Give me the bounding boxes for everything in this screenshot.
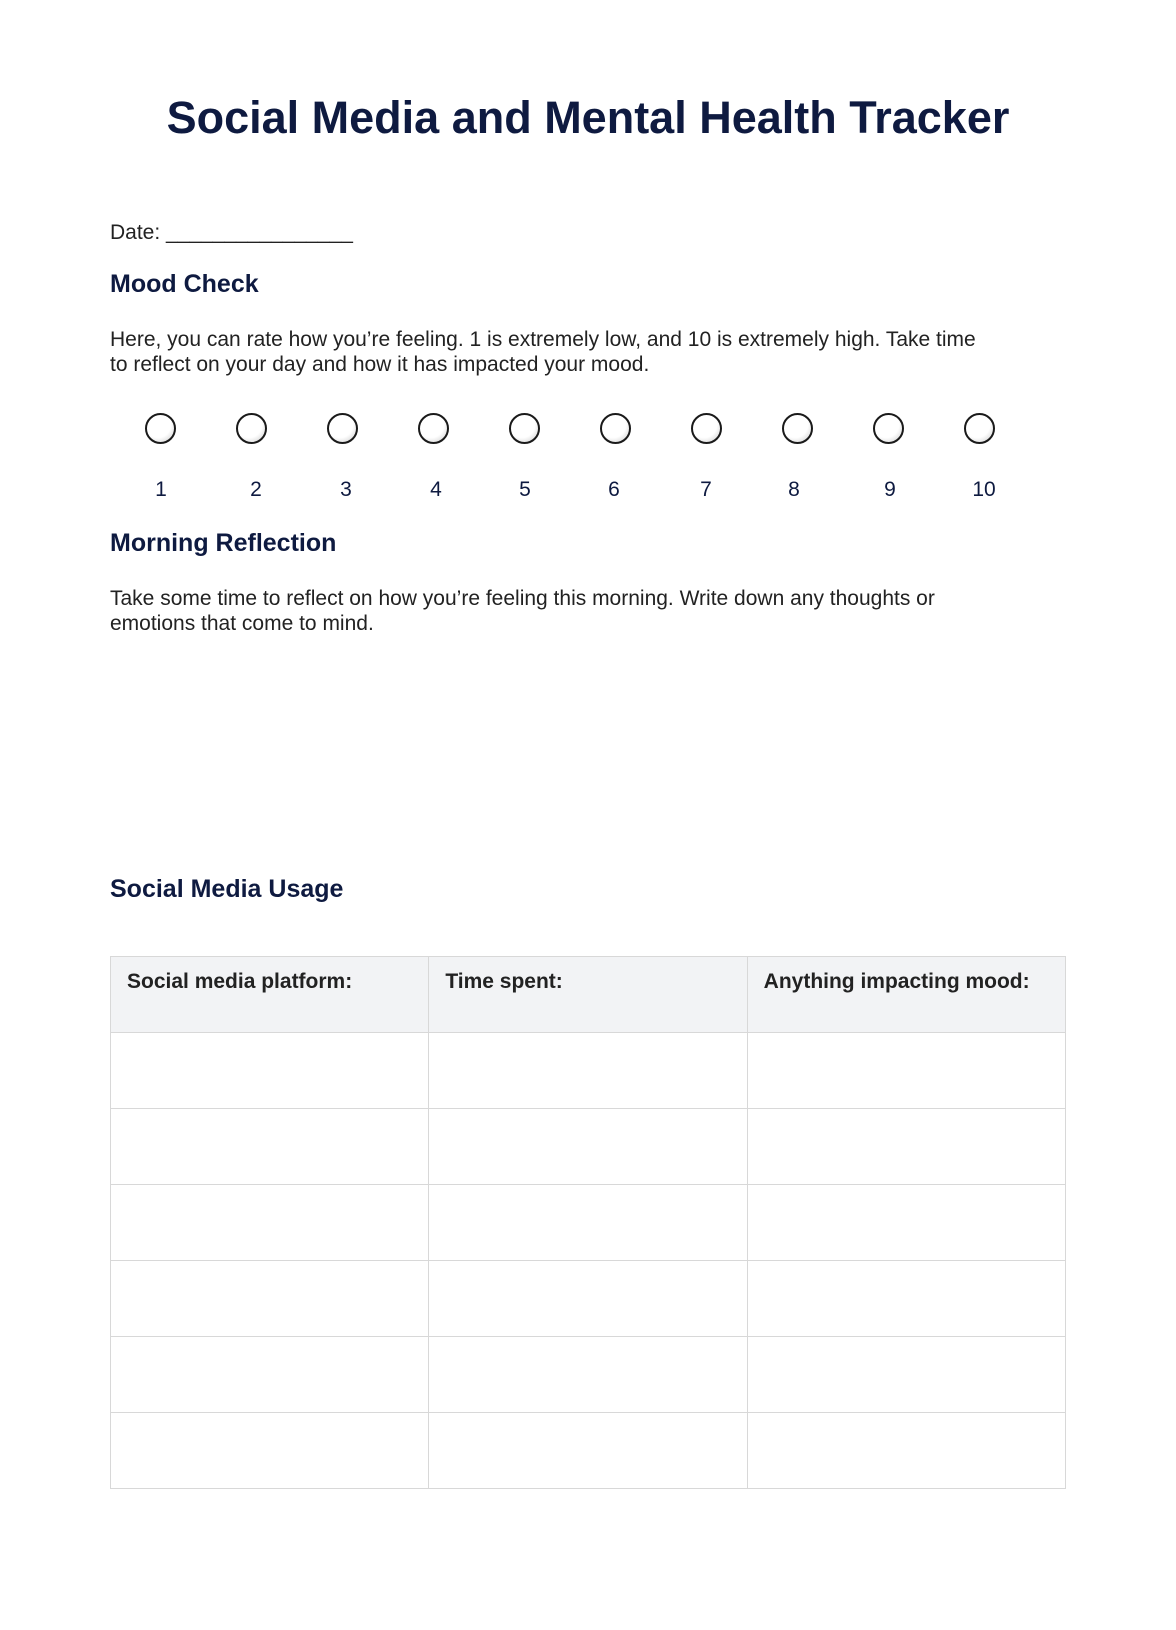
mood-check-instructions-line-1: Here, you can rate how you’re feeling. 1 is extremely low, and 10 is extremely high. Take time (110, 328, 976, 351)
mood-check-instructions (110, 327, 1070, 377)
time-spent-cell[interactable] (429, 1185, 747, 1261)
time-spent-cell[interactable] (429, 1413, 747, 1489)
mood-radio-1[interactable] (145, 413, 176, 444)
mood-radio-2[interactable] (236, 413, 267, 444)
morning-reflection-instructions (110, 586, 1070, 636)
table-row (111, 1109, 1066, 1185)
time-spent-cell[interactable] (429, 1261, 747, 1337)
mood-label-6: 6 (608, 478, 620, 501)
mood-label-5: 5 (519, 478, 531, 501)
mood-impact-cell[interactable] (747, 1261, 1065, 1337)
mood-impact-cell[interactable] (747, 1109, 1065, 1185)
mood-radio-10[interactable] (964, 413, 995, 444)
platform-cell[interactable] (111, 1033, 429, 1109)
mood-radio-8[interactable] (782, 413, 813, 444)
platform-cell[interactable] (111, 1109, 429, 1185)
column-header-platform: Social media platform: (111, 957, 429, 1033)
page-title: Social Media and Mental Health Tracker (166, 92, 1010, 143)
mood-radio-9[interactable] (873, 413, 904, 444)
mood-radio-5[interactable] (509, 413, 540, 444)
mood-label-10: 10 (972, 478, 996, 501)
mood-radio-3[interactable] (327, 413, 358, 444)
mood-radio-6[interactable] (600, 413, 631, 444)
mood-label-1: 1 (155, 478, 167, 501)
platform-cell[interactable] (111, 1337, 429, 1413)
social-media-usage-table (110, 956, 1066, 1489)
mood-impact-cell[interactable] (747, 1337, 1065, 1413)
time-spent-cell[interactable] (429, 1337, 747, 1413)
morning-reflection-instructions-line-1: Take some time to reflect on how you’re feeling this morning. Write down any thoughts or (110, 587, 935, 610)
platform-cell[interactable] (111, 1185, 429, 1261)
platform-cell[interactable] (111, 1261, 429, 1337)
morning-reflection-writing-area[interactable] (110, 650, 1066, 850)
time-spent-cell[interactable] (429, 1109, 747, 1185)
time-spent-cell[interactable] (429, 1033, 747, 1109)
mood-impact-cell[interactable] (747, 1185, 1065, 1261)
mood-impact-cell[interactable] (747, 1033, 1065, 1109)
mood-impact-cell[interactable] (747, 1413, 1065, 1489)
mood-radio-7[interactable] (691, 413, 722, 444)
mood-label-9: 9 (884, 478, 896, 501)
table-header-row (111, 957, 1066, 1033)
mood-check-instructions-line-2: to reflect on your day and how it has impacted your mood. (110, 353, 650, 376)
social-media-usage-heading: Social Media Usage (110, 875, 344, 903)
mood-radio-4[interactable] (418, 413, 449, 444)
table-row (111, 1337, 1066, 1413)
morning-reflection-heading: Morning Reflection (110, 529, 337, 557)
mood-label-4: 4 (430, 478, 442, 501)
morning-reflection-instructions-line-2: emotions that come to mind. (110, 612, 374, 635)
date-field[interactable]: Date: ________________ (110, 221, 353, 244)
column-header-mood-impact: Anything impacting mood: (747, 957, 1065, 1033)
table-row (111, 1261, 1066, 1337)
mood-label-8: 8 (788, 478, 800, 501)
table-row (111, 1413, 1066, 1489)
mood-label-7: 7 (700, 478, 712, 501)
mood-rating-scale (0, 413, 1176, 453)
mood-check-heading: Mood Check (110, 270, 259, 298)
platform-cell[interactable] (111, 1413, 429, 1489)
column-header-time-spent: Time spent: (429, 957, 747, 1033)
mood-label-3: 3 (340, 478, 352, 501)
mood-label-2: 2 (250, 478, 262, 501)
table-row (111, 1033, 1066, 1109)
table-row (111, 1185, 1066, 1261)
